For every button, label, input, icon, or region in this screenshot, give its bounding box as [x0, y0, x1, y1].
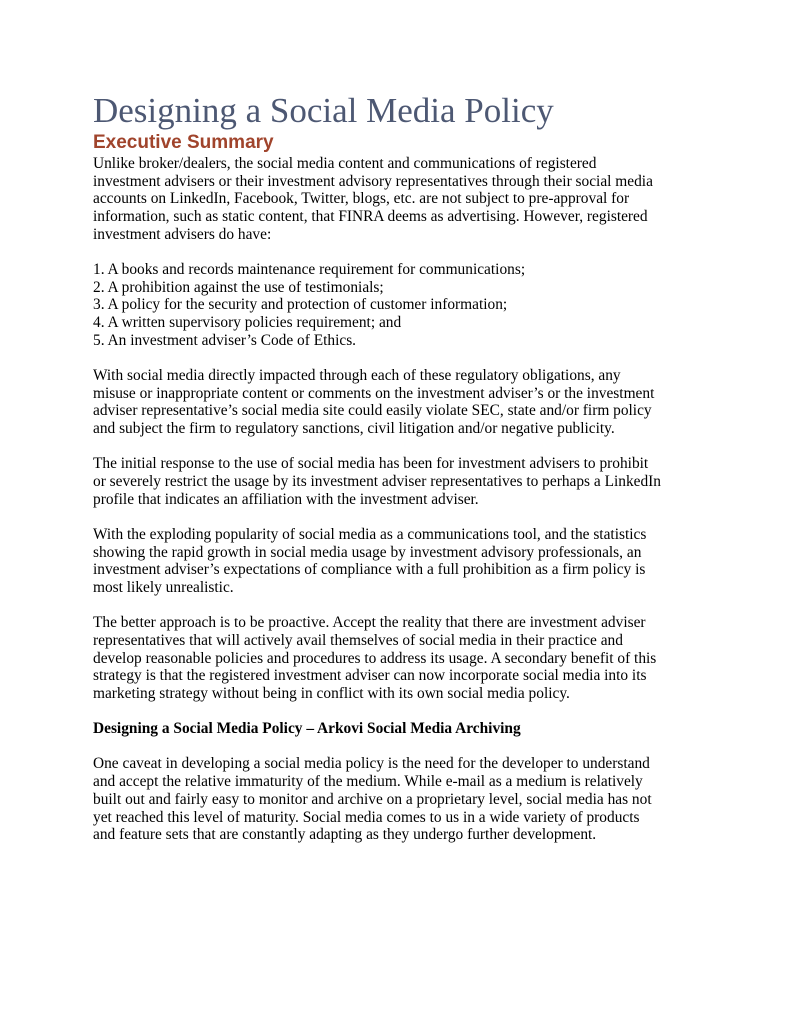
document-page — [93, 90, 663, 862]
closing-paragraph: One caveat in developing a social media policy is the need for the developer to understand and accept the relative immaturity of the medium. While e-mail as a medium is relatively built out and fairly easy to monitor and archive on a proprietary level, social media has not yet reached this level of maturity. Social media comes to us in a wide variety of products and feature sets that are constantly adapting as they undergo further development. — [93, 755, 652, 844]
body-paragraph: With social media directly impacted through each of these regulatory obligations, any misuse or inappropriate content or comments on the investment adviser’s or the investment adviser representative’s social media site could easily violate SEC, state and/or firm policy and subject the firm to regulatory sanctions, civil litigation and/or negative publicity. — [93, 367, 655, 438]
list-item: 4. A written supervisory policies requirement; and — [93, 314, 402, 332]
document-title: Designing a Social Media Policy — [93, 91, 554, 130]
section-heading: Designing a Social Media Policy – Arkovi Social Media Archiving — [93, 720, 521, 738]
requirements-list — [93, 261, 663, 350]
executive-summary-heading: Executive Summary — [93, 132, 274, 153]
intro-paragraph: Unlike broker/dealers, the social media content and communications of registered investment advisers or their investment advisory representatives through their social media accounts on LinkedIn, Facebook, Twitter, blogs, etc. are not subject to pre-approval for information, such as static content, that FINRA deems as advertising. However, registered investment advisers do have: — [93, 155, 653, 243]
list-item: 2. A prohibition against the use of testimonials; — [93, 278, 384, 296]
body-paragraph: The better approach is to be proactive. Accept the reality that there are investment adviser representatives that will actively avail themselves of social media in their practice and develop reasonable policies and procedures to address its usage. A secondary benefit of this strategy is that the registered investment adviser can now incorporate social media into its marketing strategy without being in conflict with its own social media policy. — [93, 614, 657, 703]
list-item: 1. A books and records maintenance requirement for communications; — [93, 261, 526, 279]
list-item: 5. An investment adviser’s Code of Ethics. — [93, 331, 357, 349]
list-item: 3. A policy for the security and protection of customer information; — [93, 296, 508, 314]
body-paragraph: The initial response to the use of social media has been for investment advisers to prohibit or severely restrict the usage by its investment adviser representatives to perhaps a LinkedIn profile that indicates an affiliation with the investment adviser. — [93, 455, 661, 508]
body-paragraph: With the exploding popularity of social media as a communications tool, and the statistics showing the rapid growth in social media usage by investment advisory professionals, an investment adviser’s expectations of compliance with a full prohibition as a firm policy is most likely unrealistic. — [93, 525, 647, 597]
